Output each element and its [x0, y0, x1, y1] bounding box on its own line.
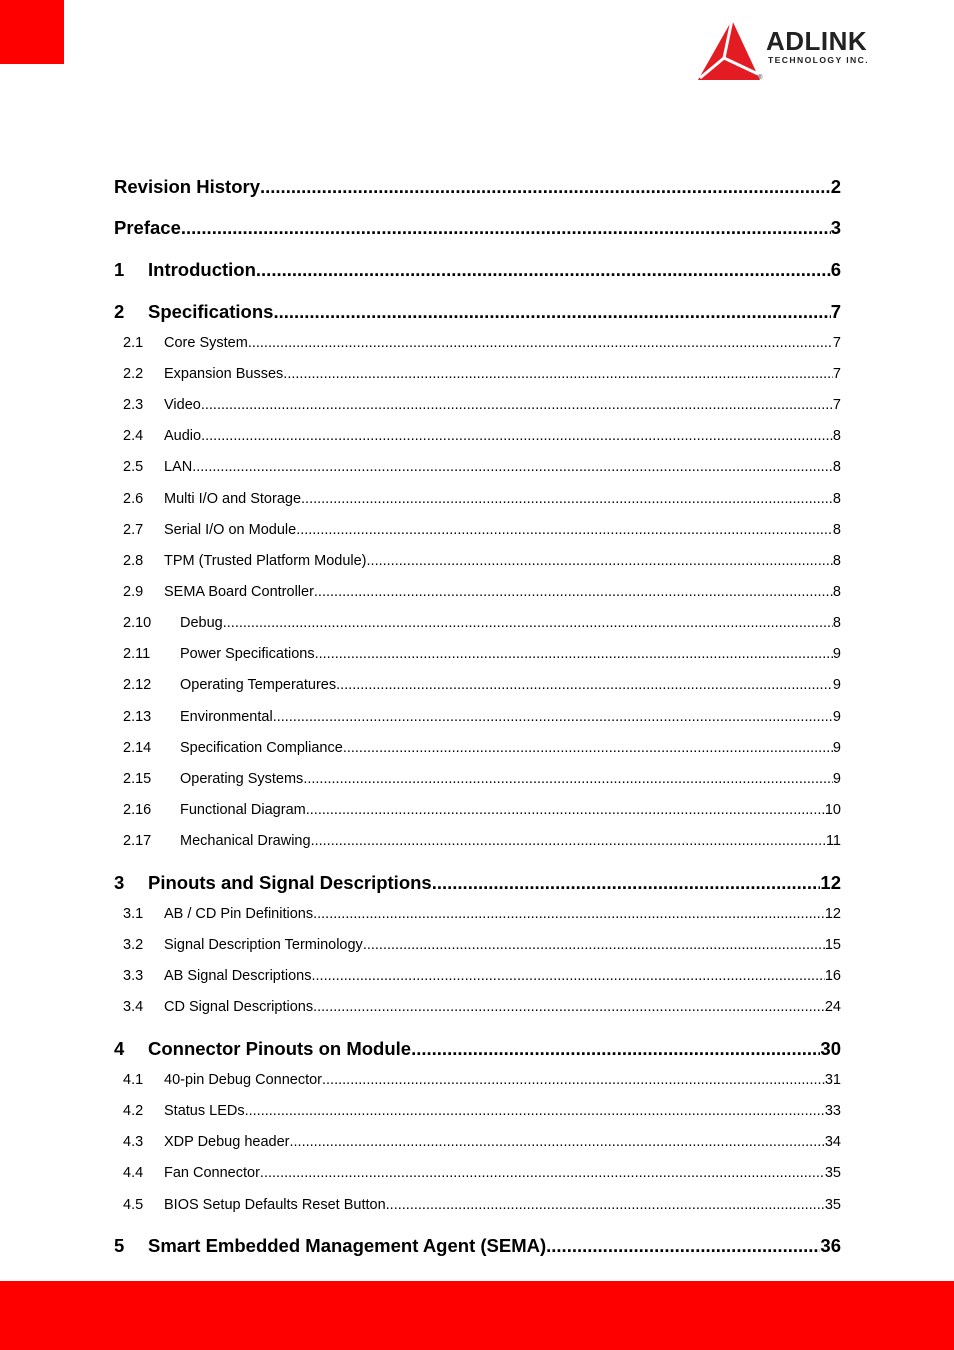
toc-entry-number: 4.1: [123, 1072, 144, 1088]
toc-leader-dots: [343, 740, 833, 756]
toc-leader-dots: [301, 491, 833, 507]
toc-entry-number: 2.13: [123, 709, 152, 725]
toc-entry[interactable]: [123, 999, 841, 1019]
toc-entry-number: 3.1: [123, 906, 144, 922]
toc-entry-title: Video: [164, 397, 201, 413]
toc-leader-dots: [314, 584, 833, 600]
toc-entry-page: 30: [820, 1038, 841, 1059]
toc-entry-title: Smart Embedded Management Agent (SEMA): [148, 1235, 547, 1256]
toc-entry-number: 2.2: [123, 366, 144, 382]
toc-entry[interactable]: [123, 709, 841, 729]
toc-leader-dots: [273, 301, 830, 323]
toc-entry-title: LAN: [164, 459, 193, 475]
toc-leader-dots: [245, 1103, 825, 1119]
toc-entry-title: Debug: [180, 615, 223, 631]
toc-entry-number: 2.14: [123, 740, 152, 756]
toc-entry-number: 2.5: [123, 459, 144, 475]
toc-leader-dots: [546, 1235, 820, 1257]
toc-entry-title: Expansion Busses: [164, 366, 284, 382]
toc-leader-dots: [367, 553, 833, 569]
toc-entry-title: BIOS Setup Defaults Reset Button: [164, 1197, 386, 1213]
toc-entry-title: AB Signal Descriptions: [164, 968, 312, 984]
toc-entry[interactable]: [123, 968, 841, 988]
toc-entry-page: 15: [824, 937, 841, 953]
toc-entry-number: 2.16: [123, 802, 152, 818]
toc-leader-dots: [315, 646, 833, 662]
toc-entry-page: 7: [832, 366, 841, 382]
toc-entry[interactable]: [123, 522, 841, 542]
toc-entry[interactable]: [123, 771, 841, 791]
toc-entry-title: Functional Diagram: [180, 802, 306, 818]
toc-entry-page: 12: [820, 872, 841, 893]
toc-entry[interactable]: [123, 584, 841, 604]
toc-entry[interactable]: [114, 1038, 841, 1062]
toc-entry[interactable]: [123, 646, 841, 666]
toc-entry-number: 4.3: [123, 1134, 144, 1150]
toc-leader-dots: [192, 459, 833, 475]
toc-leader-dots: [181, 217, 831, 239]
toc-entry-page: 8: [832, 428, 841, 444]
toc-entry-title: Core System: [164, 335, 248, 351]
toc-leader-dots: [386, 1197, 825, 1213]
toc-entry-page: 8: [832, 584, 841, 600]
toc-entry-number: 2.15: [123, 771, 152, 787]
toc-entry-title: TPM (Trusted Platform Module): [164, 553, 367, 569]
toc-leader-dots: [201, 397, 833, 413]
toc-entry[interactable]: [123, 615, 841, 635]
toc-entry-page: 9: [832, 771, 841, 787]
toc-leader-dots: [311, 833, 826, 849]
toc-entry[interactable]: [114, 176, 841, 200]
toc-entry-title: Signal Description Terminology: [164, 937, 363, 953]
toc-entry-page: 9: [832, 646, 841, 662]
toc-leader-dots: [306, 802, 825, 818]
toc-entry-title: 40-pin Debug Connector: [164, 1072, 322, 1088]
toc-entry-title: Mechanical Drawing: [180, 833, 311, 849]
toc-entry-title: Operating Temperatures: [180, 677, 337, 693]
toc-leader-dots: [312, 968, 825, 984]
toc-entry-number: 2.12: [123, 677, 152, 693]
toc-leader-dots: [201, 428, 833, 444]
toc-leader-dots: [283, 366, 833, 382]
toc-entry[interactable]: [123, 428, 841, 448]
toc-entry[interactable]: [123, 937, 841, 957]
toc-entry-title: Revision History: [114, 176, 260, 197]
toc-entry-title: Specifications: [148, 301, 274, 322]
toc-entry-number: 3.2: [123, 937, 144, 953]
toc-entry-number: 5: [114, 1235, 125, 1256]
toc-leader-dots: [296, 522, 833, 538]
toc-entry-number: 2.7: [123, 522, 144, 538]
toc-leader-dots: [273, 709, 833, 725]
toc-entry-page: 8: [832, 553, 841, 569]
toc-entry-title: CD Signal Descriptions: [164, 999, 314, 1015]
toc-leader-dots: [248, 335, 833, 351]
toc-entry-page: 7: [832, 335, 841, 351]
toc-entry-page: 35: [824, 1197, 841, 1213]
toc-entry-title: Connector Pinouts on Module: [148, 1038, 412, 1059]
toc-entry-title: Preface: [114, 217, 181, 238]
toc-entry-number: 2: [114, 301, 125, 322]
toc-entry-title: Audio: [164, 428, 202, 444]
toc-leader-dots: [322, 1072, 825, 1088]
toc-entry[interactable]: [114, 872, 841, 896]
logo-triangle-icon: [694, 18, 763, 84]
toc-entry-title: XDP Debug header: [164, 1134, 290, 1150]
toc-entry-page: 9: [832, 709, 841, 725]
toc-entry-number: 2.9: [123, 584, 144, 600]
toc-entry-title: AB / CD Pin Definitions: [164, 906, 314, 922]
toc-leader-dots: [260, 1165, 825, 1181]
toc-entry[interactable]: [123, 677, 841, 697]
toc-entry-page: 31: [824, 1072, 841, 1088]
toc-entry[interactable]: [114, 217, 841, 241]
toc-leader-dots: [432, 872, 821, 894]
toc-leader-dots: [223, 615, 833, 631]
toc-entry-number: 2.17: [123, 833, 152, 849]
toc-entry-number: 2.4: [123, 428, 144, 444]
toc-entry-number: 4.2: [123, 1103, 144, 1119]
toc-entry-title: Pinouts and Signal Descriptions: [148, 872, 432, 893]
toc-entry-page: 7: [832, 397, 841, 413]
toc-entry[interactable]: [114, 259, 841, 283]
toc-leader-dots: [336, 677, 833, 693]
toc-entry-page: 9: [832, 740, 841, 756]
company-logo: [694, 18, 908, 84]
toc-entry[interactable]: [123, 1103, 841, 1123]
toc-entry-number: 3.4: [123, 999, 144, 1015]
toc-entry-title: Fan Connector: [164, 1165, 260, 1181]
toc-entry-page: 8: [832, 459, 841, 475]
toc-entry[interactable]: [114, 1235, 841, 1259]
toc-entry-page: 6: [830, 259, 841, 280]
footer-red-bar: [0, 1281, 954, 1350]
toc-leader-dots: [411, 1038, 820, 1060]
toc-entry[interactable]: [123, 1072, 841, 1092]
toc-entry[interactable]: [123, 740, 841, 760]
toc-entry-page: 35: [824, 1165, 841, 1181]
toc-entry-page: 7: [830, 301, 841, 322]
toc-leader-dots: [303, 771, 833, 787]
toc-entry-number: 3: [114, 872, 125, 893]
toc-entry[interactable]: [123, 802, 841, 822]
toc-entry-number: 4.4: [123, 1165, 144, 1181]
toc-entry-title: Environmental: [180, 709, 273, 725]
toc-entry-page: 3: [830, 217, 841, 238]
toc-entry-title: Multi I/O and Storage: [164, 491, 302, 507]
toc-entry-page: 10: [824, 802, 841, 818]
toc-entry-page: 11: [825, 833, 841, 849]
toc-entry[interactable]: [123, 459, 841, 479]
toc-entry-title: Specification Compliance: [180, 740, 343, 756]
toc-entry-page: 9: [832, 677, 841, 693]
toc-entry-number: 3.3: [123, 968, 144, 984]
toc-leader-dots: [313, 999, 825, 1015]
toc-entry[interactable]: [123, 397, 841, 417]
toc-entry-number: 2.3: [123, 397, 144, 413]
toc-entry-title: Introduction: [148, 259, 256, 280]
toc-entry-number: 2.8: [123, 553, 144, 569]
toc-leader-dots: [256, 259, 831, 281]
toc-entry-page: 8: [832, 615, 841, 631]
toc-entry-page: 36: [820, 1235, 841, 1256]
toc-entry-page: 2: [830, 176, 841, 197]
toc-entry[interactable]: [123, 1197, 841, 1217]
toc-entry-number: 2.1: [123, 335, 144, 351]
toc-entry-title: Status LEDs: [164, 1103, 245, 1119]
logo-wordmark: ADLINK: [766, 26, 868, 56]
toc-entry[interactable]: [123, 553, 841, 573]
toc-entry-number: 4: [114, 1038, 125, 1059]
toc-entry[interactable]: [123, 833, 841, 853]
toc-entry[interactable]: [123, 906, 841, 926]
toc-entry-number: 2.6: [123, 491, 144, 507]
toc-leader-dots: [290, 1134, 825, 1150]
toc-leader-dots: [313, 906, 825, 922]
toc-entry-page: 8: [832, 491, 841, 507]
toc-entry[interactable]: [123, 366, 841, 386]
corner-red-block: [0, 0, 64, 64]
toc-entry-number: 4.5: [123, 1197, 144, 1213]
toc-entry-title: SEMA Board Controller: [164, 584, 314, 600]
toc-entry-page: 16: [824, 968, 841, 984]
toc-entry-page: 12: [824, 906, 841, 922]
toc-entry-page: 34: [824, 1134, 841, 1150]
toc-entry-title: Operating Systems: [180, 771, 304, 787]
toc-entry-page: 24: [824, 999, 841, 1015]
logo-tagline: TECHNOLOGY INC.: [768, 55, 870, 65]
toc-entry-title: Power Specifications: [180, 646, 315, 662]
toc-entry-title: Serial I/O on Module: [164, 522, 297, 538]
toc-entry[interactable]: [114, 301, 841, 325]
toc-entry-number: 2.11: [123, 646, 151, 662]
toc-leader-dots: [363, 937, 825, 953]
toc-entry-page: 8: [832, 522, 841, 538]
toc-entry[interactable]: [123, 1165, 841, 1185]
toc-entry[interactable]: [123, 491, 841, 511]
toc-leader-dots: [260, 176, 831, 198]
toc-entry[interactable]: [123, 335, 841, 355]
toc-entry-number: 1: [114, 259, 125, 280]
toc-entry[interactable]: [123, 1134, 841, 1154]
toc-entry-number: 2.10: [123, 615, 152, 631]
toc-entry-page: 33: [824, 1103, 841, 1119]
logo-registered-mark: ®: [758, 75, 763, 81]
